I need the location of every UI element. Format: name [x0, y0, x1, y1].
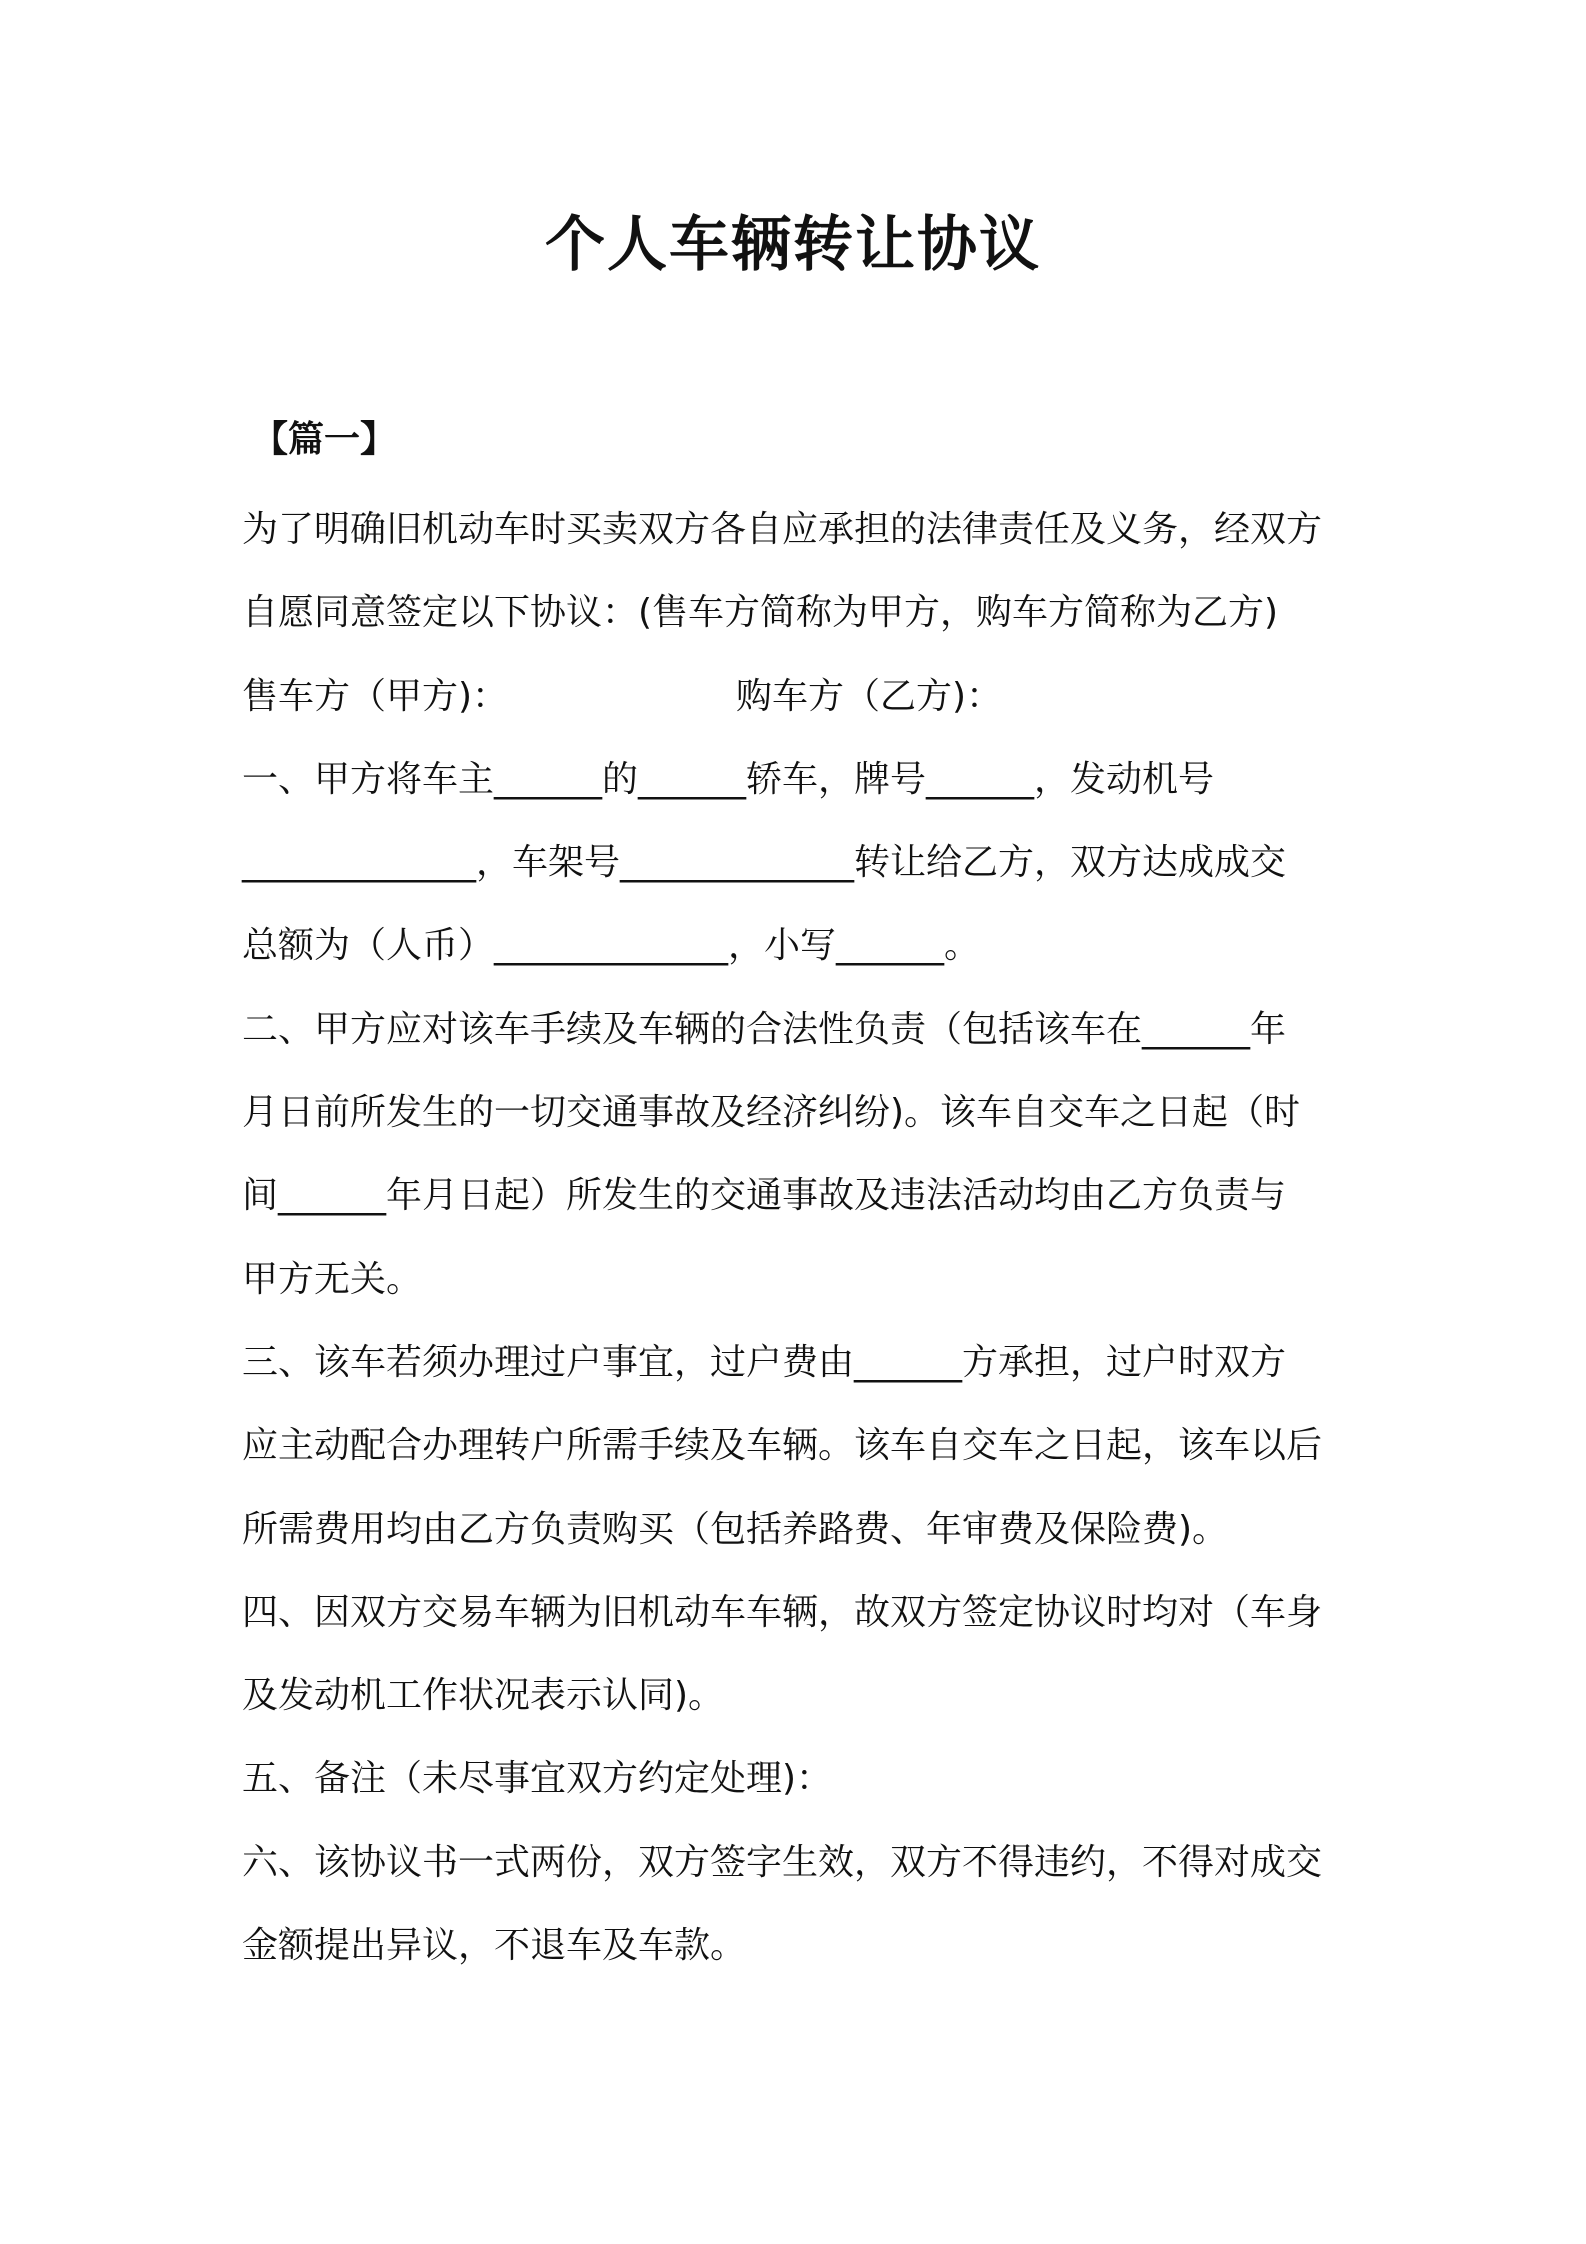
paragraph-line: 三、该车若须办理过户事宜，过户费由______方承担，过户时双方: [242, 1341, 1287, 1383]
paragraph-line: 总额为（人币）_____________，小写______。: [242, 925, 981, 967]
paragraph-line: 二、甲方应对该车手续及车辆的合法性负责（包括该车在______年: [242, 1008, 1287, 1050]
paragraph-line: _____________，车架号_____________转让给乙方，双方达成成交: [242, 842, 1287, 884]
paragraph-line: 六、该协议书一式两份，双方签字生效，双方不得违约，不得对成交: [242, 1841, 1323, 1883]
paragraph-line: 金额提出异议，不退车及车款。: [242, 1925, 747, 1967]
paragraph-line: 为了明确旧机动车时买卖双方各自应承担的法律责任及义务，经双方: [242, 509, 1323, 550]
paragraph-line: 应主动配合办理转户所需手续及车辆。该车自交车之日起，该车以后: [242, 1425, 1323, 1467]
paragraph-line: 及发动机工作状况表示认同)。: [242, 1675, 725, 1717]
paragraph-line: 所需费用均由乙方负责购买（包括养路费、年审费及保险费)。: [242, 1508, 1229, 1550]
document-title: 个人车辆转让协议: [545, 210, 1041, 280]
paragraph-line: 五、备注（未尽事宜双方约定处理)：: [242, 1758, 833, 1800]
buyer-label: 购车方（乙方)：: [736, 675, 1003, 717]
paragraph-line: 间______年月日起）所发生的交通事故及违法活动均由乙方负责与: [242, 1175, 1287, 1217]
seller-label: 售车方（甲方)：: [242, 675, 509, 717]
parties-line: [242, 655, 1362, 738]
paragraph-line: 自愿同意签定以下协议：(售车方简称为甲方，购车方简称为乙方): [242, 592, 1279, 634]
paragraph-line: 一、甲方将车主______的______轿车，牌号______，发动机号: [242, 758, 1215, 800]
paragraph-line: 四、因双方交易车辆为旧机动车车辆，故双方签定协议时均对（车身: [242, 1591, 1323, 1633]
paragraph-line: 月日前所发生的一切交通事故及经济纠纷)。该车自交车之日起（时: [242, 1092, 1301, 1134]
agreement-body: [242, 488, 1362, 1987]
paragraph-line: 甲方无关。: [242, 1258, 423, 1300]
section-label: 【篇一】: [252, 419, 397, 460]
